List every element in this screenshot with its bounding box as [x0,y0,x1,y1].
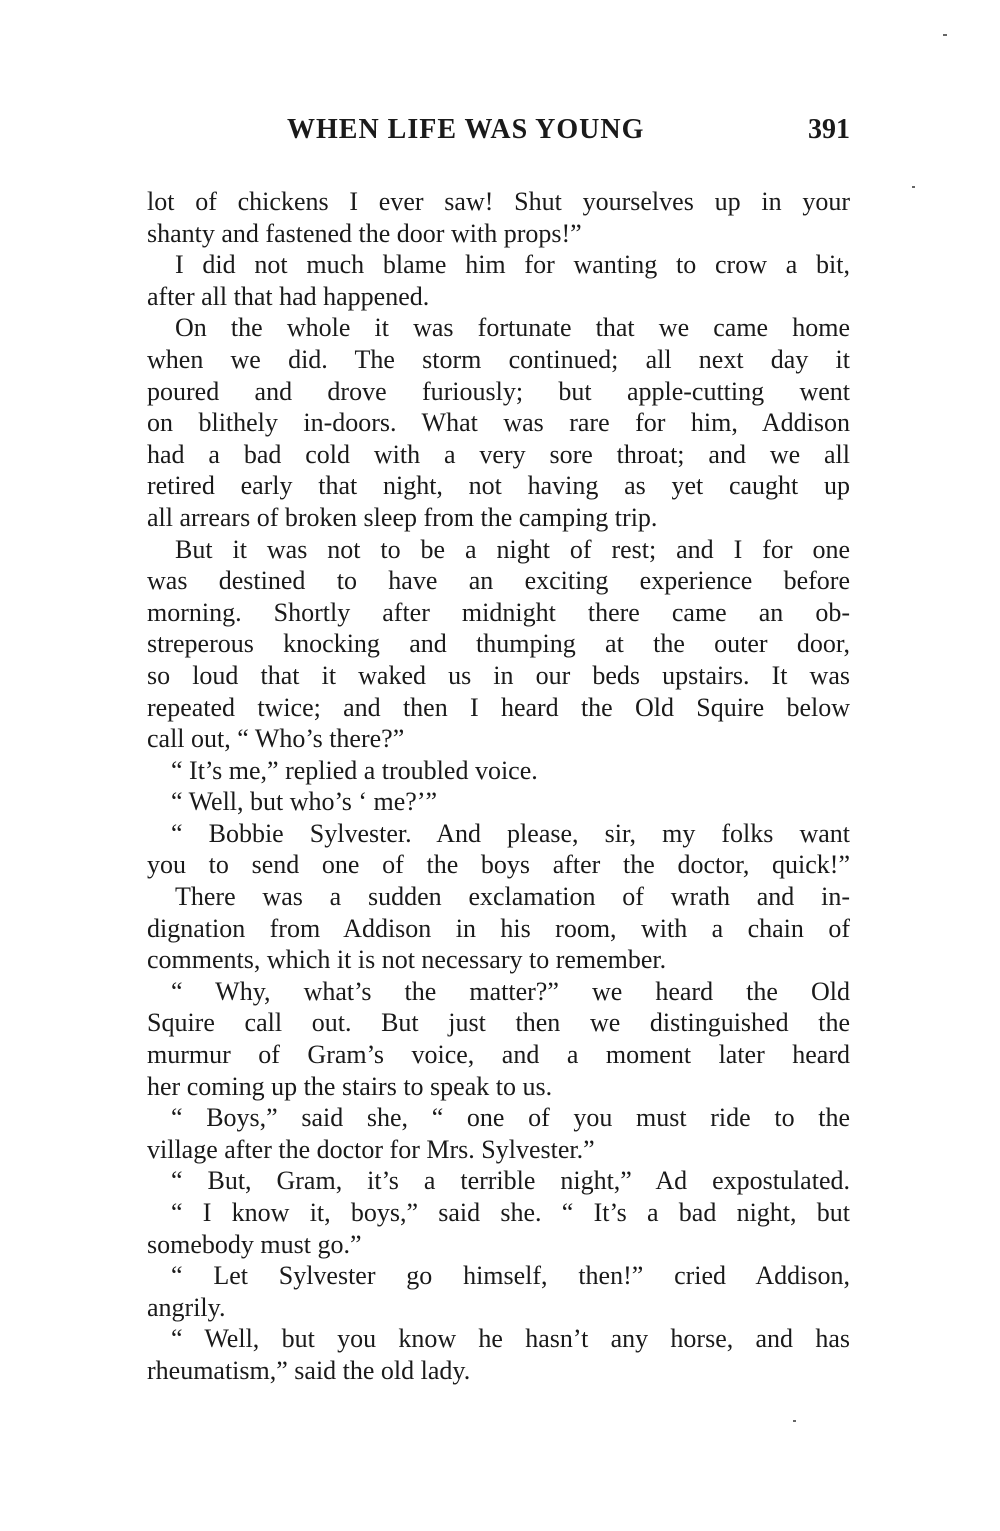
text-line: “ But, Gram, it’s a terrible night,” Ad expostulated. [171,1166,850,1196]
text-line: lot of chickens I ever saw! Shut yourselves up in your [147,187,850,216]
text-line: comments, which it is not necessary to remember. [147,945,667,975]
text-line: rheumatism,” said the old lady. [147,1355,471,1385]
text-line: But it was not to be a night of rest; and I for one [175,534,850,564]
text-line: streperous knocking and thumping at the outer door, [147,629,850,659]
text-line: “ I know it, boys,” said she. “ It’s a bad night, but [171,1198,850,1227]
running-title: WHEN LIFE WAS YOUNG [287,114,645,145]
text-line: call out, “ Who’s there?” [147,724,405,754]
text-line: morning. Shortly after midnight there came an ob- [147,597,850,627]
scan-speck [912,186,915,188]
text-line: Squire call out. But just then we distinguished the [147,1008,850,1038]
text-line: after all that had happened. [147,281,430,311]
text-line: “ Boys,” said she, “ one of you must ride to the [171,1103,850,1133]
text-line: village after the doctor for Mrs. Sylvester.” [147,1134,595,1164]
page-body [147,186,850,1387]
text-line: when we did. The storm continued; all next day it [147,344,850,374]
text-line: repeated twice; and then I heard the Old Squire below [147,692,850,722]
text-line: “ Let Sylvester go himself, then!” cried Addison, [171,1261,850,1291]
text-line: so loud that it waked us in our beds upstairs. It was [147,660,850,690]
running-header [147,114,850,154]
text-line: murmur of Gram’s voice, and a moment later heard [147,1040,850,1070]
text-line: “ Why, what’s the matter?” we heard the Old [171,976,850,1006]
text-line: her coming up the stairs to speak to us. [147,1071,553,1101]
text-line: had a bad cold with a very sore throat; and we all [147,439,850,469]
text-line: I did not much blame him for wanting to crow a bit, [175,250,850,280]
page-number: 391 [808,114,850,145]
text-line: There was a sudden exclamation of wrath and in- [175,882,850,912]
text-line: retired early that night, not having as yet caught up [147,471,850,501]
text-line: shanty and fastened the door with props!” [147,218,582,248]
text-line: “ Bobbie Sylvester. And please, sir, my folks want [171,818,850,848]
text-line: poured and drove furiously; but apple-cutting went [147,376,850,406]
scan-speck [793,1420,796,1422]
text-line: “ Well, but you know he hasn’t any horse, and has [171,1324,850,1354]
text-line: “ Well, but who’s ‘ me?’” [171,787,438,817]
text-line: “ It’s me,” replied a troubled voice. [171,755,538,785]
text-line: angrily. [147,1292,226,1322]
text-line: was destined to have an exciting experience before [147,566,850,596]
text-line: dignation from Addison in his room, with a chain of [147,913,850,943]
text-line: somebody must go.” [147,1229,362,1259]
text-line: all arrears of broken sleep from the camping trip. [147,502,658,532]
text-line: on blithely in-doors. What was rare for him, Addison [147,408,850,438]
text-line: On the whole it was fortunate that we came home [175,313,850,343]
text-line: you to send one of the boys after the doctor, quick!” [147,850,850,880]
scan-speck [943,34,947,36]
